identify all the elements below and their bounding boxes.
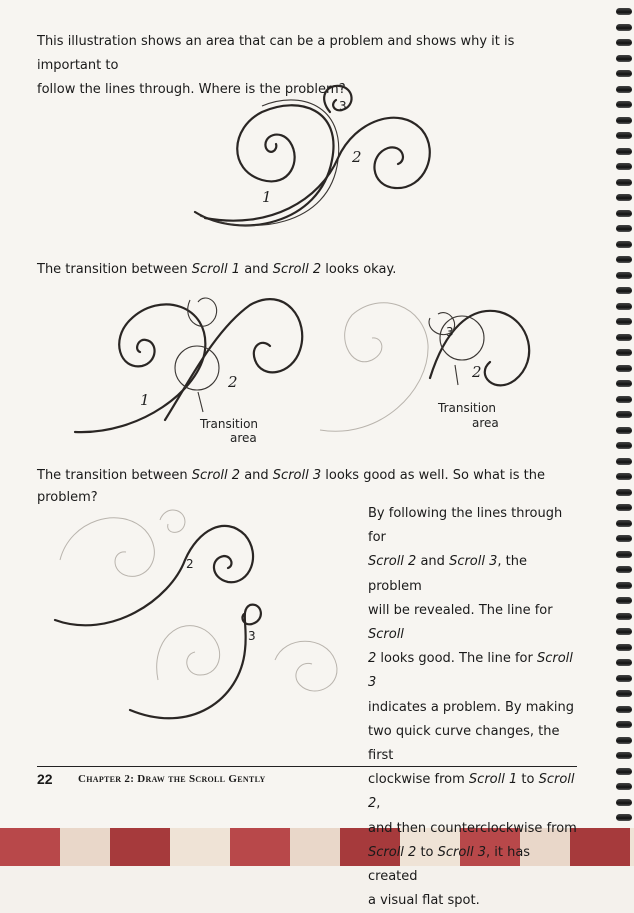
text-segment: looks good. The line for (376, 651, 537, 667)
binding-ring (616, 597, 632, 604)
binding-ring (616, 365, 632, 372)
binding-ring (616, 117, 632, 124)
page-number: 22 (37, 771, 53, 787)
binding-ring (616, 8, 632, 15)
figure1-label-1: 1 (262, 188, 272, 206)
binding-ring (616, 613, 632, 620)
italic-scroll-name: Scroll 3 (437, 844, 486, 860)
binding-ring (616, 504, 632, 511)
italic-scroll-name: Scroll 2 (368, 844, 417, 860)
explanation-line (368, 772, 575, 811)
caption1-suffix: looks okay. (321, 262, 397, 277)
text-segment: two quick curve changes, the first (368, 723, 560, 764)
caption2-scroll-a: Scroll 2 (191, 468, 241, 483)
figure1-label-3: 3 (339, 99, 347, 113)
binding-ring (616, 768, 632, 775)
explanation-line (368, 603, 553, 642)
figure2-left-label-2: 2 (228, 373, 238, 391)
binding-ring (616, 39, 632, 46)
caption1-prefix: The transition between (37, 262, 192, 277)
figure3-label-2: 2 (186, 557, 194, 571)
caption2-scroll-b: Scroll 3 (272, 468, 322, 483)
binding-ring (616, 210, 632, 217)
italic-scroll-name: Scroll 2 (368, 554, 417, 570)
binding-ring (616, 659, 632, 666)
explanation-line (368, 651, 573, 690)
caption2-prefix: The transition between (37, 468, 192, 483)
italic-scroll-name: Scroll (368, 627, 404, 643)
footer-rule (37, 766, 577, 767)
spiral-binding (612, 0, 634, 830)
binding-ring (616, 752, 632, 759)
explanation-paragraph (368, 502, 583, 913)
binding-ring (616, 535, 632, 542)
binding-ring (616, 799, 632, 806)
binding-ring (616, 442, 632, 449)
binding-ring (616, 737, 632, 744)
binding-ring (616, 690, 632, 697)
italic-scroll-name: Scroll 1 (468, 772, 518, 788)
text-segment: By following the lines through for (368, 506, 563, 546)
italic-scroll-name: 2 (368, 651, 377, 667)
binding-ring (616, 582, 632, 589)
text-segment: , the problem (368, 554, 527, 594)
explanation-line (368, 893, 480, 908)
binding-ring (616, 814, 632, 821)
figure2-right-annot-2: area (472, 416, 499, 430)
caption2-middle: and (240, 468, 273, 483)
binding-ring (616, 411, 632, 418)
binding-ring (616, 148, 632, 155)
text-segment: to (416, 844, 438, 860)
intro-line-2: follow the lines through. Where is the problem? (37, 82, 346, 97)
italic-scroll-name: Scroll 3 (449, 554, 498, 570)
binding-ring (616, 101, 632, 108)
binding-ring (616, 241, 632, 248)
binding-ring (616, 163, 632, 170)
binding-ring (616, 334, 632, 341)
text-segment: and then counterclockwise from (368, 820, 577, 836)
binding-ring (616, 566, 632, 573)
text-segment: clockwise from (368, 772, 469, 788)
text-segment: will be revealed. The line for (368, 602, 553, 618)
italic-scroll-name: Scroll 3 (368, 651, 573, 691)
binding-ring (616, 783, 632, 790)
binding-ring (616, 132, 632, 139)
caption2-suffix: looks good as well. So what is the problem? (37, 468, 546, 505)
text-segment: and (416, 554, 450, 570)
figure1-label-2: 2 (352, 148, 362, 166)
binding-ring (616, 644, 632, 651)
intro-line-1: This illustration shows an area that can be a problem and shows why it is important to (37, 34, 515, 73)
binding-ring (616, 194, 632, 201)
caption1-scroll-a: Scroll 1 (191, 262, 241, 277)
explanation-line (368, 724, 560, 763)
binding-ring (616, 179, 632, 186)
binding-ring (616, 489, 632, 496)
text-segment: indicates a problem. By making (368, 699, 574, 715)
binding-ring (616, 675, 632, 682)
explanation-line (368, 554, 527, 593)
binding-ring (616, 349, 632, 356)
caption1-middle: and (240, 262, 273, 277)
explanation-line (368, 700, 574, 715)
figure2-right-annot-1: Transition (438, 401, 497, 415)
italic-scroll-name: Scroll 2 (368, 772, 575, 812)
binding-ring (616, 24, 632, 31)
binding-ring (616, 70, 632, 77)
binding-ring (616, 473, 632, 480)
binding-ring (616, 287, 632, 294)
binding-ring (616, 396, 632, 403)
binding-ring (616, 706, 632, 713)
binding-ring (616, 628, 632, 635)
explanation-line (368, 845, 530, 884)
figure2-right-label-2: 2 (472, 363, 482, 381)
chapter-title: Chapter 2: Draw the Scroll Gently (78, 773, 266, 785)
binding-ring (616, 303, 632, 310)
binding-ring (616, 86, 632, 93)
figure2-left-label-1: 1 (140, 391, 150, 409)
binding-ring (616, 458, 632, 465)
figure3-label-3: 3 (248, 629, 256, 643)
binding-ring (616, 520, 632, 527)
caption-transition-1-2 (37, 259, 582, 281)
binding-ring (616, 551, 632, 558)
binding-ring (616, 225, 632, 232)
binding-ring (616, 318, 632, 325)
text-segment: , (376, 796, 381, 812)
binding-ring (616, 427, 632, 434)
figure2-left-annot-2: area (230, 431, 257, 445)
explanation-line (368, 506, 562, 545)
binding-ring (616, 272, 632, 279)
binding-ring (616, 721, 632, 728)
binding-ring (616, 55, 632, 62)
binding-ring (616, 380, 632, 387)
explanation-line (368, 821, 577, 836)
figure2-right-label-3: 3 (446, 325, 454, 339)
binding-ring (616, 256, 632, 263)
text-segment: a visual flat spot. (368, 893, 480, 909)
text-segment: to (517, 772, 539, 788)
intro-paragraph (37, 30, 582, 102)
caption1-scroll-b: Scroll 2 (272, 262, 322, 277)
text-segment: , it has created (368, 844, 531, 885)
figure2-left-annot-1: Transition (200, 417, 259, 431)
